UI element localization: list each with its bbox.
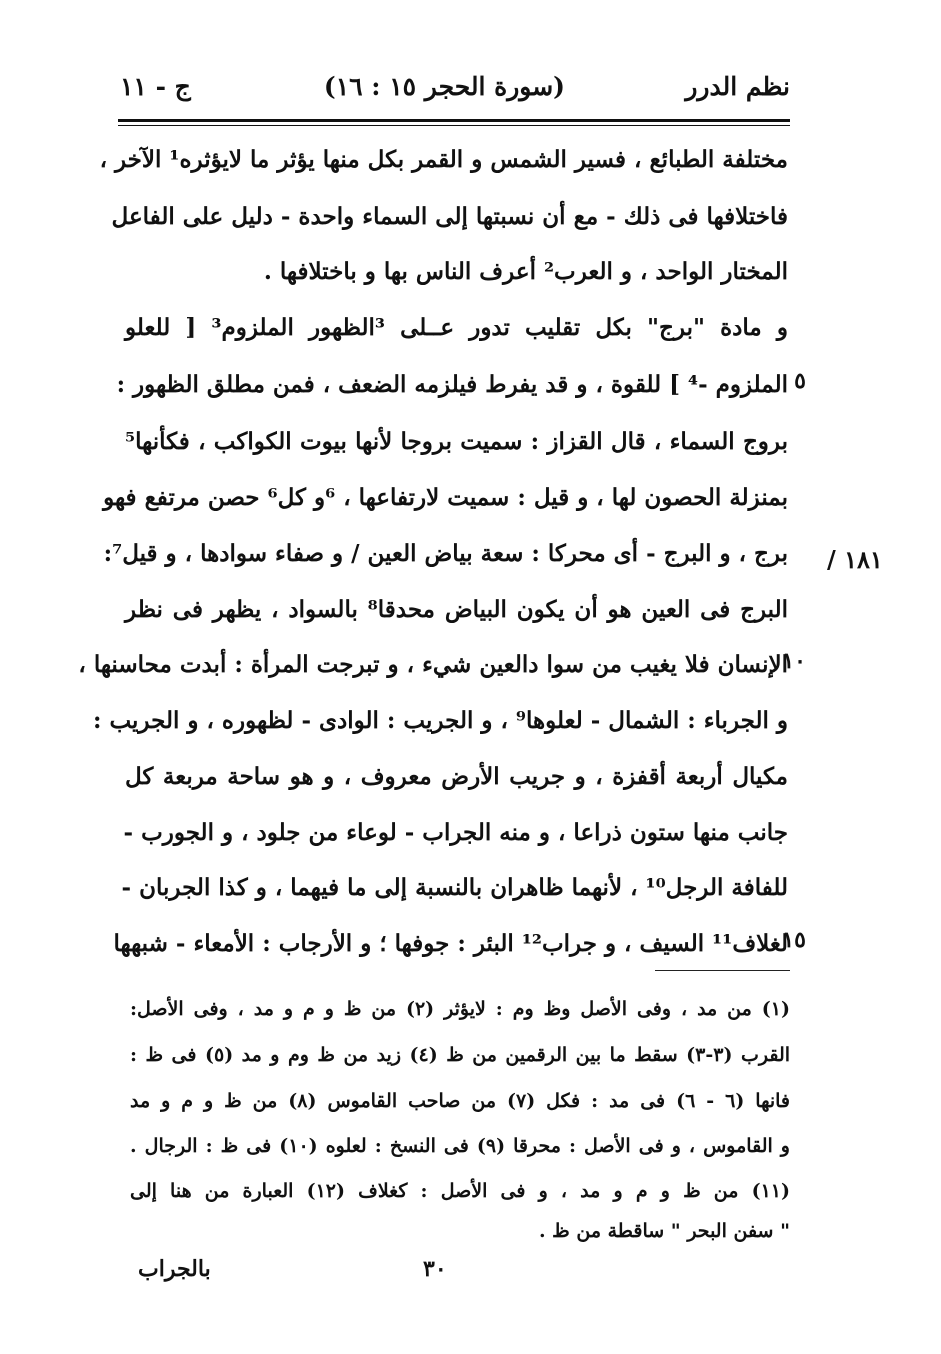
book-title: نظم الدرر xyxy=(685,72,790,101)
page-number: ٣٠ xyxy=(423,1256,447,1282)
text-line: فاختلافها فى ذلك - مع أن نسبتها إلى السماء واحدة - دليل على الفاعل xyxy=(111,203,788,230)
footnote-line: (١) من مد ، وفى الأصل وظ وم : لايؤثر (٢) من ظ و م و مد ، وفى الأصل: xyxy=(130,998,790,1020)
text-line: برج ، و البرج - أى محركا : سعة بياض العين / و صفاء سوادها ، و قيل⁷: xyxy=(103,540,788,567)
line-number: ١٠ xyxy=(782,648,806,674)
text-line: جانب منها ستون ذراعا ، و منه الجراب - لوعاء من جلود ، و الجورب - xyxy=(123,819,788,846)
text-line: للفافة الرجل¹⁰ ، لأنهما ظاهران بالنسبة إلى ما فيهما ، و كذا الجربان - xyxy=(121,874,788,901)
header-rule-thin xyxy=(118,125,790,126)
text-line: البرج فى العين هو أن يكون البياض محدقا⁸ بالسواد ، يظهر فى نظر xyxy=(125,596,788,623)
running-header xyxy=(120,72,790,112)
header-rule-thick xyxy=(118,119,790,122)
footnote-line: (١١) من ظ و م و مد ، و فى الأصل : كغلاف (١٢) العبارة من هنا إلى xyxy=(130,1180,790,1202)
text-line: بروج السماء ، قال القزاز : سميت بروجا لأنها بيوت الكواكب ، فكأنها⁵ xyxy=(125,428,788,455)
footnote-separator xyxy=(655,970,790,971)
text-line: المختار الواحد ، و العرب² أعرف الناس بها و باختلافها . xyxy=(263,258,788,285)
surah-reference: (سورة الحجر ١٥ : ١٦) xyxy=(323,72,565,101)
text-line: و مادة "برج" بكل تقليب تدور عــلى ³الظهور الملزوم³ [ للعلو xyxy=(125,314,788,341)
line-number: ٥ xyxy=(794,368,806,394)
footnote-line: فانها (٦ - ٦) فى مد : فكل (٧) من صاحب القاموس (٨) من ظ و م و مد xyxy=(130,1090,791,1112)
text-line: الملزوم -⁴ ] للقوة ، و قد يفرط فيلزمه الضعف ، فمن مطلق الظهور : xyxy=(116,371,788,398)
text-line: و الجرباء : الشمال - لعلوها⁹ ، و الجريب : الوادى - لظهوره ، و الجريب : xyxy=(92,707,788,734)
text-line: الإنسان فلا يغيب من سوا دالعين شيء ، و تبرجت المرأة : أبدت محاسنها ، xyxy=(78,651,788,678)
line-number: ١٥ xyxy=(782,927,806,953)
footnote-line: و القاموس ، و فى الأصل : محرقا (٩) فى النسخ : لعلوه (١٠) فى ظ : الرجال . xyxy=(130,1135,790,1157)
manuscript-folio-note: ١٨١ / xyxy=(827,545,883,574)
text-line: مختلفة الطبائع ، فسير الشمس و القمر بكل منها يؤثر ما لايؤثره¹ الآخر ، xyxy=(99,146,788,173)
text-line: بمنزلة الحصون لها ، و قيل : سميت لارتفاعها ، ⁶و كل⁶ حصن مرتفع فهو xyxy=(103,484,788,511)
text-line: لغلاف¹¹ السيف ، و جراب¹² البئر : جوفها ؛ و الأرجاب : الأمعاء - شبهها xyxy=(113,930,788,957)
footnote-line: القرب (٣-٣) سقط ما بين الرقمين من ظ (٤) زيد من ظ وم و مد (٥) فى ظ : xyxy=(130,1044,791,1066)
text-line: مكيال أربعة أقفزة ، و جريب الأرض معروف ، و هو ساحة مربعة كل xyxy=(125,763,788,790)
catchword: بالجراب xyxy=(138,1256,211,1282)
footnote-line: " سفن البحر " ساقطة من ظ . xyxy=(538,1220,790,1242)
volume-reference: ج - ١١ xyxy=(120,72,191,101)
